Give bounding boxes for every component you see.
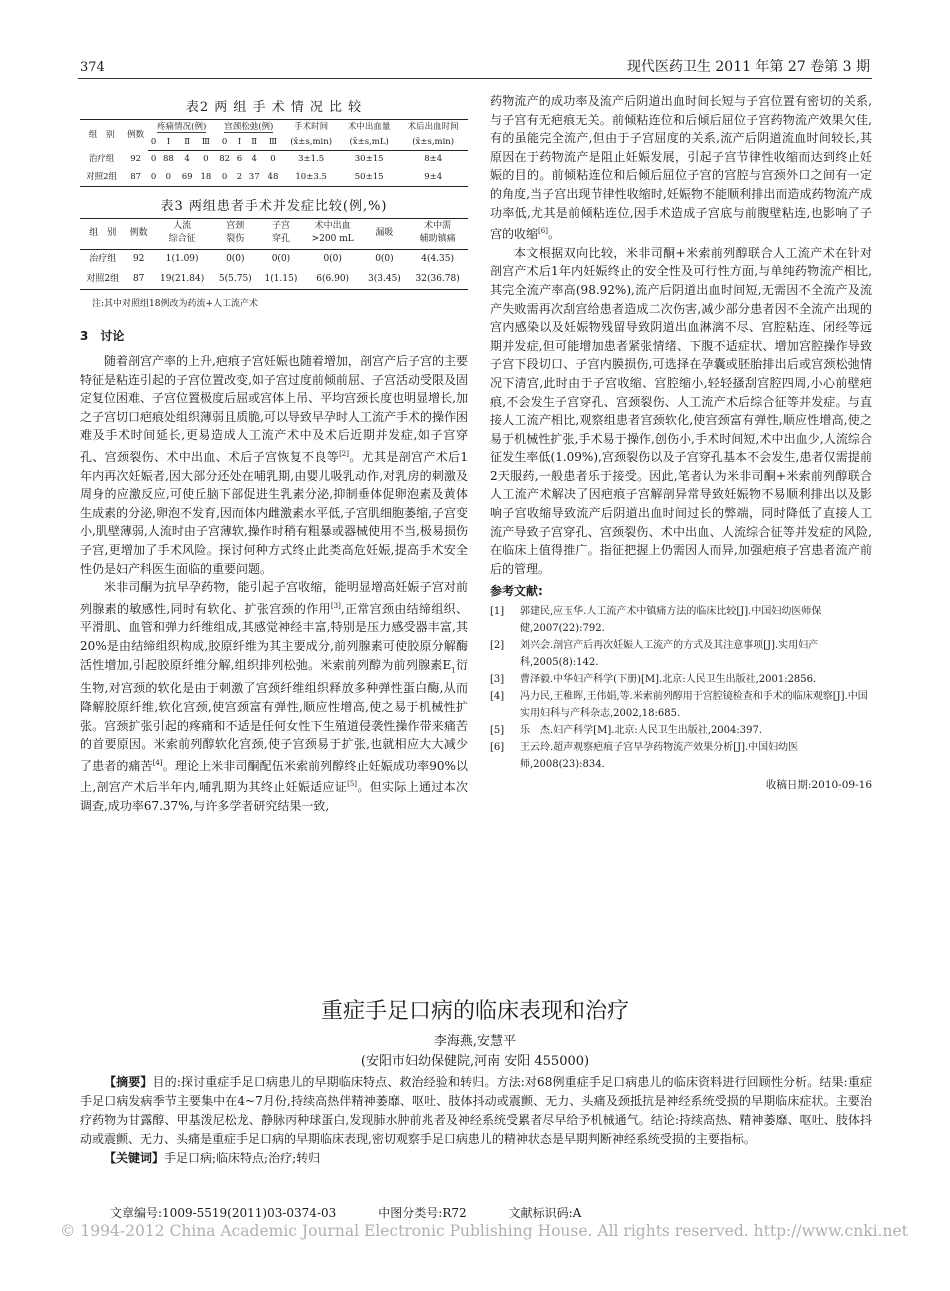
subscript: 1 <box>451 665 456 674</box>
table-row <box>80 169 468 187</box>
table-cell: 对照2组 <box>80 270 126 290</box>
reference-number: [4] <box>490 691 505 703</box>
paragraph: 本文根据双向比较，米非司酮+米索前列醇联合人工流产术在针对剖宫产术后1年内妊娠终止的安全性及可行性方面,与单纯药物流产相比,其完全流产率高(98.92%),流产后阴道出血时间短,无需因不全流产及流产失败需再次刮宫给患者造成二次伤害,减少部分患者因不全流产出现的宫内感染以及妊娠物残留导致阴道出血淋漓不尽、宫腔粘连、闭经等远期并发症,但可能增加患者紧张情绪、下腹不适症状、增加宫腔操作导致子宫下段切口、子宫内膜损伤,可选择在孕囊或胚胎排出后或宫颈松弛情况下清宫,此时由于子宫收缩、宫腔缩小,轻轻搔刮宫腔四周,小心前壁疤痕,不会发生子宫穿孔、宫颈裂伤、人工流产术后综合征等并发症。与直接人工流产相比,观察组患者宫颈软化,使宫颈富有弹性,顺应性增高,使之易于机械性扩张,手术易于操作,创伤小,手术时间短,术中出血少,人流综合征发生率低(1.09%),宫颈裂伤以及子宫穿孔基本不会发生,患者仅需提前2天服药,一般患者乐于接受。因此,笔者认为米非司酮+米索前列醇联合人工流产术解决了因疤痕子宫解剖异常导致妊娠物不易顺利排出以及影响子宫收缩导致流产后阴道出血时间过长的弊端，同时降低了直接人工流产导致子宫穿孔、宫颈裂伤、术中出血、人流综合征等并发症的风险,在临床上值得推广。指征把握上仍需因人而异,加强疤痕子宫患者流产前后的管理。 <box>490 245 872 576</box>
keywords-label: 【关键词】 <box>104 1151 165 1165</box>
table2-h-pain: 疼痛情况(例) <box>157 122 207 132</box>
abstract-label: 【摘要】 <box>104 1075 153 1089</box>
table3-h-col: 宫颈 <box>226 221 245 231</box>
text-run: 随着剖宫产率的上升,疤痕子宫妊娠也随着增加，剖宫产后子宫的主要特征是粘连引起的子宫位置改变,如子宫过度前倾前屈、子宫活动受限及固定复位困难、子宫位置极度后屈或宫体上吊、平均宫颈长度也明显增长,加之子宫切口疤痕处组织薄弱且质脆,可以导致早孕时人工流产手术的操作困难及手术时间延长,更易造成人工流产术中及术后近期并发症,如子宫穿孔、宫颈裂伤、术中出血、术后子宫恢复不良等 <box>80 354 468 464</box>
right-column <box>490 92 872 792</box>
table-cell: 4 <box>251 154 257 165</box>
table2-h-relax: 宫颈松弛(例) <box>224 122 274 132</box>
table3-caption: 表3 两组患者手术并发症比较(例,%) <box>160 199 388 214</box>
table-cell: 10±3.5 <box>282 169 340 187</box>
text-run: 。但实际上通过本次调查,成功率67.37%,与许多学者研究结果一致, <box>80 780 468 814</box>
reference-text: 王云玲.超声观察疤痕子宫早孕药物流产效果分析[J].中国妇幼医师,2008(23):834. <box>520 742 799 771</box>
citation: [2] <box>339 449 349 458</box>
table-cell: 48 <box>264 169 283 187</box>
table-cell: 88 <box>162 154 174 165</box>
text-run: 衍生物,对宫颈的软化是由于刺激了宫颈纤维组织释放多种弹性蛋白酶,从而降解胶原纤维,软化宫颈,使宫颈富有弹性,顺应性增高,使之易于机械性扩张。宫颈扩张引起的疼痛和不适是任何女性下生殖道侵袭性操作带来痛苦的首要原因。米索前列醇软化宫颈,使子宫颈易于扩张,也就相应大大减少了患者的痛苦 <box>80 657 468 773</box>
table-row <box>80 270 468 290</box>
table-cell: 8±4 <box>424 154 443 165</box>
reference-text: 曹泽毅.中华妇产科学(下册)[M].北京:人民卫生出版社,2001:2856. <box>520 674 817 686</box>
table-row <box>80 250 468 270</box>
text-run: 。 <box>547 227 560 242</box>
paragraph <box>80 352 468 578</box>
table-cell: 0(0) <box>271 254 291 265</box>
table-cell: 0(0) <box>323 254 342 265</box>
table2-sub: Ⅲ <box>264 135 283 151</box>
reference-item <box>490 722 872 739</box>
text-run: 。理论上米非司酮配伍米索前列醇终止妊娠成功率90%以上,剖宫产术后半年内,哺乳期为其终止妊娠适应证 <box>80 758 468 795</box>
left-column <box>80 92 468 816</box>
table2-h-post: 术后出血时间 <box>398 120 468 136</box>
table-cell: 92 <box>132 254 145 265</box>
table-cell: 0 <box>270 154 276 165</box>
table2-sub: 0 <box>148 135 159 151</box>
article-affiliation: (安阳市妇幼保健院,河南 安阳 455000) <box>360 1054 590 1069</box>
journal-header: 现代医药卫生 2011 年第 27 卷第 3 期 <box>626 59 870 75</box>
table2-sub: (x̄±s,min) <box>398 135 468 151</box>
received-date: 收稿日期:2010-09-16 <box>765 779 872 792</box>
reference-text: 郭建民,应玉华.人工流产术中镇痛方法的临床比较[J].中国妇幼医师保健,2007(22):792. <box>520 606 822 635</box>
table-cell: 0 <box>150 154 157 165</box>
table-cell: 4 <box>184 154 190 165</box>
table-cell: 6(6.90) <box>304 270 362 290</box>
abstract <box>80 1073 872 1168</box>
reference-text: 乐 杰.妇产科学[M].北京:人民卫生出版社,2004:397. <box>520 725 763 737</box>
table-cell: 50±15 <box>340 169 398 187</box>
reference-number: [5] <box>490 725 505 737</box>
table-cell: 69 <box>178 169 197 187</box>
table2-h-cases: 例数 <box>123 120 148 151</box>
table-cell: 0 <box>215 169 234 187</box>
table2 <box>80 119 468 187</box>
table-cell: 1(1.15) <box>258 270 304 290</box>
reference-item <box>490 688 872 722</box>
table-cell: 18 <box>196 169 215 187</box>
table3 <box>80 218 468 290</box>
table-cell: 治疗组 <box>89 254 117 265</box>
citation: [5] <box>347 780 358 789</box>
table2-h-group: 组 别 <box>80 120 123 151</box>
reference-list <box>490 603 872 773</box>
table3-h-col: 术中出血 <box>314 221 351 231</box>
table2-sub: (x̄±s,mL) <box>340 135 398 151</box>
table2-sub: Ⅰ <box>234 135 245 151</box>
text-run: 。尤其是剖宫产术后1年内再次妊娠者,因大部分还处在哺乳期,由婴儿吸乳动作,对乳房的刺激及周身的应激反应,可使丘脑下部促进生乳素分泌,抑制垂体促卵泡素及黄体生成素的分泌,卵泡不发育,因而体内雌激素水平低,子宫肌细胞萎缩,子宫变小,肌壁薄弱,人流时由子宫薄软,操作时稍有粗暴或器械使用不当,极易损伤子宫,更增加了手术风险。探讨何种方式终止此类高危妊娠,提高手术安全性仍是妇产科医生面临的重要问题。 <box>80 449 468 576</box>
table3-h-col: 辅助镇痛 <box>419 234 456 244</box>
table3-h-cases: 例数 <box>126 219 152 248</box>
abstract-text: 目的:探讨重症手足口病患儿的早期临床特点、救治经验和转归。方法:对68例重症手足口病患儿的临床资料进行回顾性分析。结果:重症手足口病发病季节主要集中在4~7月份,持续高热伴精神萎靡、呕吐、肢体抖动或震颤、无力、头痛及颈抵抗是神经系统受损的早期临床症状。主要治疗药物为甘露醇、甲基泼尼松龙、静脉丙种球蛋白,发现肺水肿前兆者及神经系统受累者尽早给予机械通气。结论:持续高热、精神萎靡、呕吐、肢体抖动或震颤、无力、头痛是重症手足口病的早期临床表现,密切观察手足口病患儿的精神状态是早期判断神经系统受损的主要指标。 <box>80 1075 872 1146</box>
citation: [4] <box>152 758 163 767</box>
table-cell: 0 <box>203 154 209 165</box>
reference-number: [6] <box>490 742 505 754</box>
table-cell: 82 <box>219 154 231 165</box>
section-heading: 3 讨论 <box>80 329 125 343</box>
paragraph <box>80 578 468 816</box>
reference-item <box>490 603 872 637</box>
copyright-watermark: © 1994-2012 China Academic Journal Electronic Publishing House. All rights reserved. http://www.cnki.net <box>60 1222 908 1240</box>
table2-h-time: 手术时间 <box>282 120 340 136</box>
header-rule <box>78 78 872 79</box>
article-number: 文章编号:1009-5519(2011)03-0374-03 <box>110 1206 337 1220</box>
table2-caption: 表2 两 组 手 术 情 况 比 较 <box>185 100 363 115</box>
table-cell: 3±1.5 <box>298 154 325 165</box>
table3-h-col: >200 mL <box>311 234 354 244</box>
abstract-paragraph <box>80 1073 872 1149</box>
reference-number: [1] <box>490 606 505 618</box>
table2-sub: Ⅰ <box>159 135 178 151</box>
reference-item <box>490 739 872 773</box>
table-cell: 30±15 <box>354 154 384 165</box>
text-run: 药物流产的成功率及流产后阴道出血时间长短与子宫位置有密切的关系,与子宫有无疤痕无关。前倾粘连位和后倾后屈位子宫药物流产效果欠佳,有的虽能完全流产,但由于子宫屈度的关系,流产后阴道流血时间较长,其原因在于药物流产是阻止妊娠发展，引起子宫节律性收缩而达到终止妊娠的目的。前倾粘连位和后倾后屈位子宫的宫腔与宫颈外口之间有一定的角度,当子宫出现节律性收缩时,妊娠物不能顺利排出而造成药物流产成功率低,尤其是前倾粘连位,因手术造成子宫底与前腹壁粘连,也影响了子宫的收缩 <box>490 94 872 242</box>
article-authors: 李海燕,安慧平 <box>433 1034 517 1049</box>
article-title: 重症手足口病的临床表现和治疗 <box>320 999 629 1024</box>
table-cell: 2 <box>234 169 245 187</box>
table3-note: 注:其中对照组18例改为药流+人工流产术 <box>92 299 259 309</box>
reference-item <box>490 671 872 688</box>
table2-sub: Ⅱ <box>178 135 197 151</box>
table-cell: 4(4.35) <box>421 254 455 265</box>
table2-sub: 0 <box>215 135 234 151</box>
table3-h-col: 综合征 <box>168 234 196 244</box>
paragraph <box>490 92 872 244</box>
reference-item <box>490 637 872 671</box>
table-cell: 0(0) <box>375 254 394 265</box>
table-cell: 92 <box>130 154 142 164</box>
table-row <box>80 151 468 169</box>
table-cell: 37 <box>245 169 264 187</box>
references-heading: 参考文献: <box>490 584 543 599</box>
table-cell: 治疗组 <box>88 154 115 164</box>
table-cell: 对照2组 <box>80 169 123 187</box>
table-cell: 87 <box>126 270 152 290</box>
table-cell: 6 <box>236 154 243 165</box>
citation: [6] <box>538 227 548 236</box>
page-number: 374 <box>80 60 105 75</box>
table-cell: 87 <box>123 169 148 187</box>
reference-text: 刘兴会.剖宫产后再次妊娠人工流产的方式及其注意事项[J].实用妇产科,2005(8):142. <box>520 640 819 669</box>
table-cell: 19(21.84) <box>152 270 213 290</box>
reference-number: [2] <box>490 640 505 652</box>
table-cell: 5(5.75) <box>212 270 258 290</box>
keywords-paragraph <box>80 1149 872 1168</box>
citation: [3] <box>330 601 341 610</box>
table3-h-col: 裂伤 <box>226 234 245 244</box>
text-run: ,正常宫颈由结缔组织、平滑肌、血管和弹力纤维组成,其感觉神经丰富,特别是压力感受器丰富,其20%是由结缔组织构成,胶原纤维为其主要成分,前列腺素可使胶原分解酶活性增加,引起胶原纤维分解,组织排列松弛。米索前列醇为前列腺素E <box>80 601 468 672</box>
table2-sub: (x̄±s,min) <box>282 135 340 151</box>
table3-h-col: 子宫 <box>271 221 290 231</box>
table-cell: 1(1.09) <box>165 254 199 265</box>
document-code: 文献标识码:A <box>508 1206 582 1220</box>
table-cell: 32(36.78) <box>407 270 468 290</box>
table3-h-col: 漏吸 <box>375 227 394 238</box>
article-info <box>110 1204 870 1221</box>
reference-text: 冯力民,王稚晖,王伟娟,等.米索前列醇用于宫腔镜检查和手术的临床观察[J].中国实用妇科与产科杂志,2002,18:685. <box>520 691 868 720</box>
table3-h-group: 组 别 <box>80 219 126 248</box>
text-run: 米非司酮为抗早孕药物，能引起子宫收缩，能明显增高妊娠子宫对前列腺素的敏感性,同时有软化、扩张宫颈的作用 <box>80 580 468 616</box>
classification-number: 中图分类号:R72 <box>378 1206 467 1220</box>
table2-sub: Ⅲ <box>196 135 215 151</box>
table2-sub: Ⅱ <box>245 135 264 151</box>
table-cell: 3(3.45) <box>362 270 408 290</box>
table-cell: 0 <box>159 169 178 187</box>
keywords-text: 手足口病;临床特点;治疗;转归 <box>164 1151 321 1165</box>
table3-h-col: 人流 <box>173 221 192 231</box>
reference-number: [3] <box>490 674 505 686</box>
table-cell: 9±4 <box>398 169 468 187</box>
table3-h-col: 穿孔 <box>271 234 290 244</box>
table2-h-blood: 术中出血量 <box>340 120 398 136</box>
table3-h-col: 术中需 <box>424 221 452 231</box>
table-cell: 0(0) <box>226 254 245 265</box>
table-cell: 0 <box>148 169 159 187</box>
